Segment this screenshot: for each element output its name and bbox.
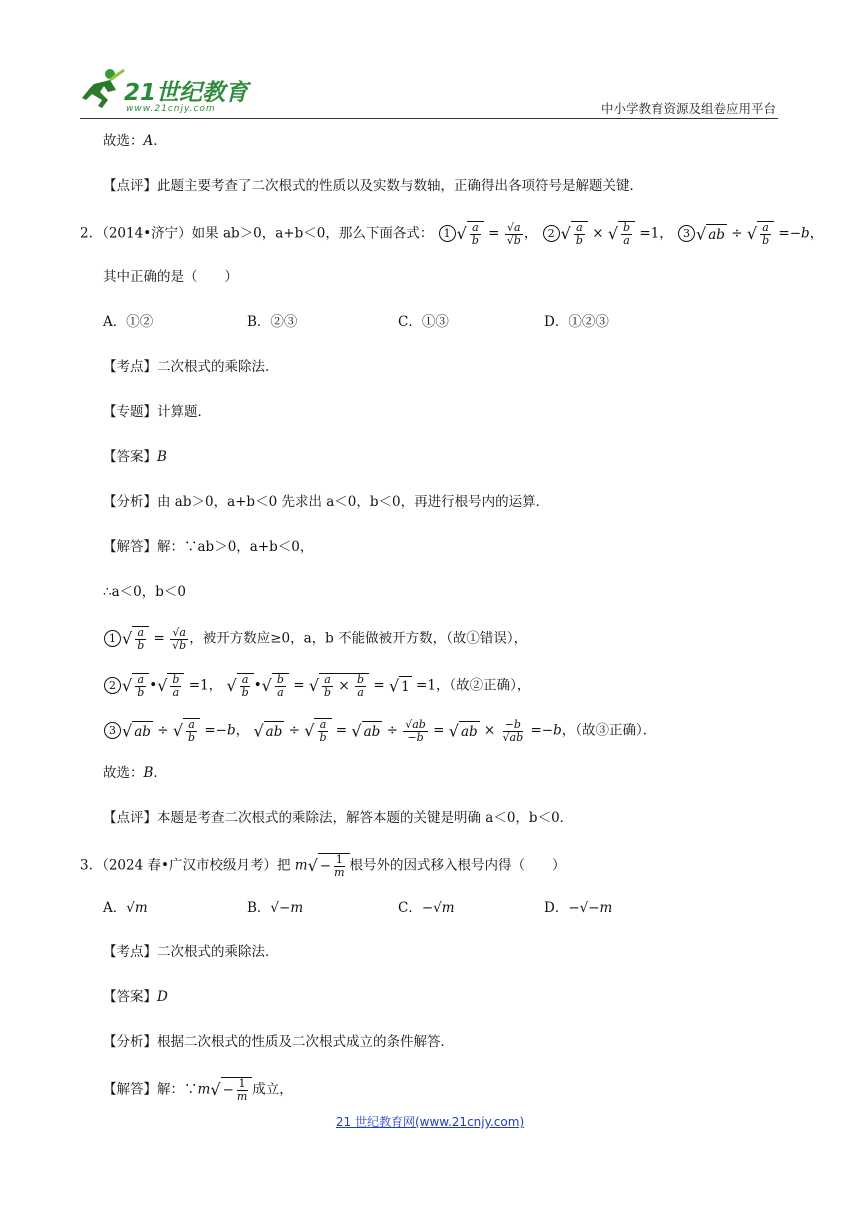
- tag: 【答案】: [103, 989, 157, 1005]
- option-label: D．: [544, 900, 569, 916]
- answer-letter: B: [157, 449, 167, 465]
- fenxi-line: [103, 492, 549, 512]
- option-b: B．②③: [247, 314, 298, 330]
- tag: 【点评】: [103, 178, 157, 194]
- comment-line-2: [103, 808, 573, 828]
- answer-letter: A: [143, 133, 154, 149]
- tag: 【解答】: [103, 539, 157, 555]
- jieda-line-3: 【解答】解：∵m√ − $\frac{1}{m}$ 成立，: [103, 1077, 293, 1103]
- q3-option-d: [544, 898, 612, 918]
- text: 故选：: [103, 765, 144, 781]
- fenxi-line-3: [103, 1032, 454, 1052]
- text: 根据二次根式的性质及二次根式成立的条件解答．: [157, 1034, 454, 1050]
- tag: 【考点】: [103, 359, 157, 375]
- text: 本题是考查二次根式的乘除法，解答本题的关键是明确 a＜0，b＜0．: [157, 810, 574, 826]
- text: 解：∵ab＞0，a+b＜0，: [157, 539, 314, 555]
- text: 解：∵: [157, 1081, 198, 1098]
- text: 根号外的因式移入根号内得（ ）: [349, 857, 566, 874]
- option-label: B．: [247, 900, 271, 916]
- kaodian-line: [103, 357, 279, 377]
- option-a: A．①②: [103, 314, 154, 330]
- text: 此题主要考查了二次根式的性质以及实数与数轴，正确得出各项符号是解题关键．: [157, 178, 643, 194]
- comment-line-1: [103, 176, 643, 196]
- question-3-stem: 3．（2024 春•广汉市校级月考）把 m√ − $\frac{1}{m}$ 根号外的因式移入根号内得（ ）: [80, 853, 566, 879]
- text: 由 ab＞0，a+b＜0 先求出 a＜0，b＜0，再进行根号内的运算．: [157, 494, 550, 510]
- text: ，（故③正确）．: [561, 722, 657, 739]
- tag: 【点评】: [103, 810, 157, 826]
- text: 计算题．: [157, 404, 211, 420]
- tag: 【答案】: [103, 449, 157, 465]
- math-expr: √ $\frac{a}{b}$: [457, 221, 484, 247]
- footer-link[interactable]: 21 世纪教育网(www.21cnjy.com): [335, 1115, 525, 1129]
- logo-url: www.21cnjy.com: [126, 104, 216, 114]
- text: 故选：: [103, 133, 144, 149]
- option-c: C．①③: [398, 314, 449, 330]
- solution-step-2: 2 √ $\frac{a}{b}$ •√ $\frac{b}{a}$ =1， √ $\frac{a}{b}$ •√ $\frac{b}{a}$ = √ $\frac{a}{b}$ × $\frac{b}{a}$ = √ 1 =1，（故②正确），: [103, 673, 530, 699]
- option-label: C．: [398, 900, 422, 916]
- q3-option-a: [103, 898, 148, 918]
- option-value: −√−m: [568, 900, 613, 916]
- answer-line-3: 故选：B．: [103, 765, 167, 781]
- tag: 【分析】: [103, 494, 157, 510]
- question-2-ask: 其中正确的是（ ）: [103, 269, 238, 285]
- option-value: √−m: [270, 900, 304, 916]
- solution-step-1: 1 √ $\frac{a}{b}$ = $\frac{√a}{√b}$ ，被开方数应≥0，a，b 不能做被开方数，（故①错误），: [103, 626, 527, 652]
- option-label: A．: [103, 900, 127, 916]
- logo: [80, 66, 280, 118]
- answer-letter: B: [143, 765, 154, 781]
- answer-line-1: 故选：A．: [103, 133, 167, 149]
- zhuanti-line: [103, 402, 211, 422]
- therefore-line: ∴a＜0，b＜0: [103, 584, 186, 600]
- platform-title: 中小学教育资源及组卷应用平台: [600, 101, 776, 116]
- tag: 【分析】: [103, 1034, 157, 1050]
- text: ，（故②正确），: [435, 677, 531, 694]
- answer-line-q3: [103, 987, 168, 1007]
- logo-text: 21世纪教育: [124, 80, 249, 106]
- q3-option-b: [247, 898, 303, 918]
- text: 把: [276, 857, 291, 874]
- jieda-line: [103, 537, 313, 557]
- question-number: 2．: [80, 225, 103, 242]
- answer-letter: D: [157, 989, 168, 1005]
- question-2-stem: 2．（2014•济宁）如果 ab＞0，a+b＜0，那么下面各式： 1 √ $\frac{a}{b}$ = $\frac{√a}{√b}$ ， 2 √ $\frac{a}{b}$ × √ $\frac{b}{a}$ =1， 3 √ ab ÷ √ $\frac{a}{b}$ =−b，: [80, 220, 824, 247]
- question-number: 3．: [80, 857, 103, 874]
- tag: 【解答】: [103, 1081, 157, 1098]
- text: 二次根式的乘除法．: [157, 944, 279, 960]
- option-value: −√m: [421, 900, 455, 916]
- text: 成立，: [252, 1081, 293, 1098]
- text: 二次根式的乘除法．: [157, 359, 279, 375]
- answer-line-2: [103, 447, 167, 467]
- question-source: （2024 春•广汉市校级月考）: [102, 857, 277, 874]
- kaodian-line-3: [103, 942, 279, 962]
- text: ，被开方数应≥0，a，b 不能做被开方数，（故①错误），: [189, 630, 528, 647]
- q3-option-c: [398, 898, 455, 918]
- footer: [0, 1113, 860, 1130]
- option-d: D．①②③: [544, 314, 609, 330]
- tag: 【专题】: [103, 404, 157, 420]
- question-source: （2014•济宁）: [102, 225, 192, 242]
- tag: 【考点】: [103, 944, 157, 960]
- runner-logo-icon: [80, 66, 126, 110]
- solution-step-3: 3 √ ab ÷ √ $\frac{a}{b}$ =−b， √ ab ÷ √ $\frac{a}{b}$ = √ ab ÷ $\frac{√ab}{-b}$ = √ ab × $\frac{-b}{√ab}$ =−b，（故③正确）．: [103, 718, 656, 744]
- option-value: √m: [126, 900, 148, 916]
- question-text: 如果 ab＞0，a+b＜0，那么下面各式：: [191, 225, 434, 242]
- header-divider: [80, 118, 778, 119]
